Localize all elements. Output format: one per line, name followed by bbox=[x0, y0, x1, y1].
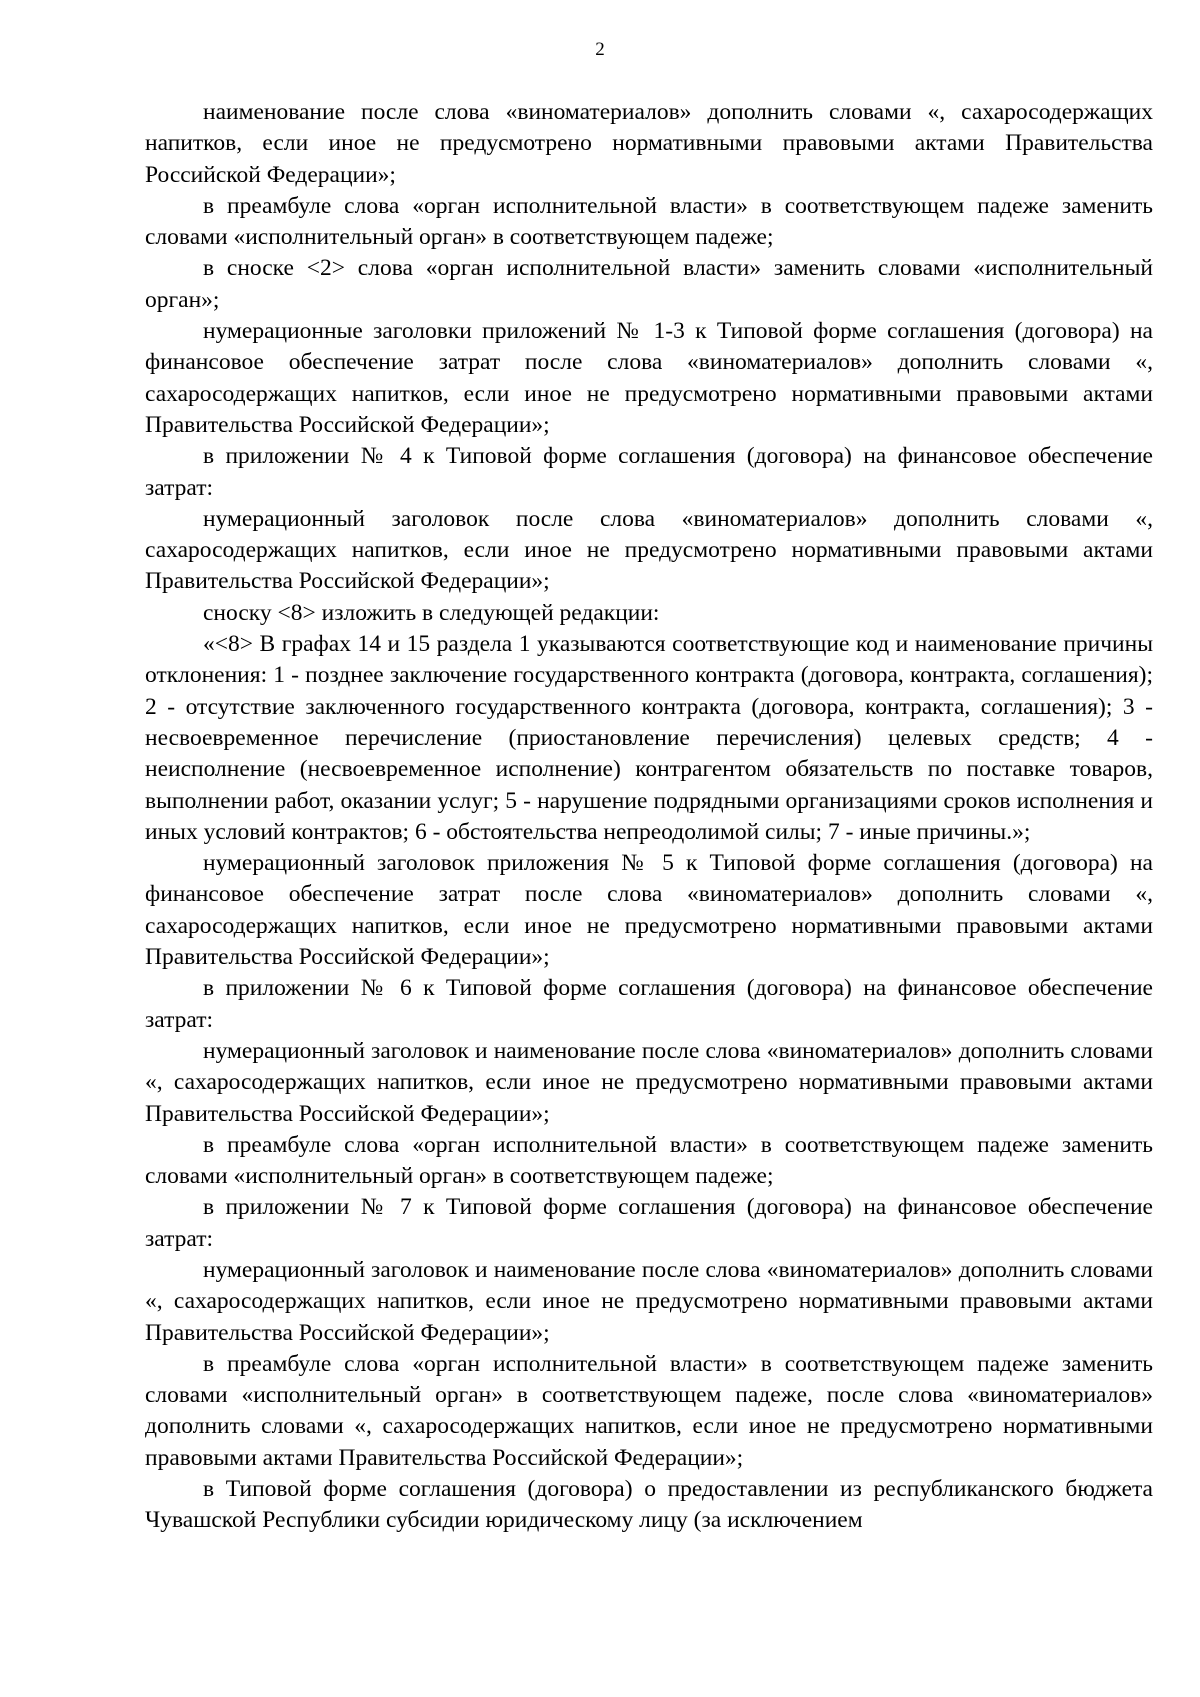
paragraph: нумерационный заголовок и наименование после слова «виноматериалов» дополнить словами «, сахаросодержащих напитков, если иное не предусмотрено нормативными правовыми актами Правительства Российской Федерации»; bbox=[145, 1256, 1153, 1346]
document-body bbox=[145, 97, 1153, 1537]
paragraph: нумерационные заголовки приложений № 1-3 к Типовой форме соглашения (договора) на финансовое обеспечение затрат после слова «виноматериалов» дополнить словами «, сахаросодержащих напитков, если иное не предусмотрено нормативными правовыми актами Правительства Российской Федерации»; bbox=[145, 318, 1153, 438]
paragraph: нумерационный заголовок после слова «виноматериалов» дополнить словами «, сахаросодержащих напитков, если иное не предусмотрено нормативными правовыми актами Правительства Российской Федерации»; bbox=[145, 505, 1153, 595]
paragraph: в приложении № 6 к Типовой форме соглашения (договора) на финансовое обеспечение затрат: bbox=[145, 975, 1153, 1033]
paragraph: наименование после слова «виноматериалов» дополнить словами «, сахаросодержащих напитков, если иное не предусмотрено нормативными правовыми актами Правительства Российской Федерации»; bbox=[145, 99, 1153, 188]
paragraph: нумерационный заголовок и наименование после слова «виноматериалов» дополнить словами «, сахаросодержащих напитков, если иное не предусмотрено нормативными правовыми актами Правительства Российской Федерации»; bbox=[145, 1037, 1153, 1127]
paragraph: в приложении № 4 к Типовой форме соглашения (договора) на финансовое обеспечение затрат: bbox=[145, 443, 1153, 501]
paragraph: сноску <8> изложить в следующей редакции: bbox=[203, 599, 660, 626]
paragraph: «<8> В графах 14 и 15 раздела 1 указываются соответствующие код и наименование причины отклонения: 1 - позднее заключение государственного контракта (договора, контракта, соглашения); 2 - отсутствие заключенного государственного контракта (договора, контракта, соглашения); 3 - несвоевременное перечисление (приостановление перечисления) целевых средств; 4 - неисполнение (несвоевременное исполнение) контрагентом обязательств по поставке товаров, выполнении работ, оказании услуг; 5 - нарушение подрядными организациями сроков исполнения и иных условий контрактов; 6 - обстоятельства непреодолимой силы; 7 - иные причины.»; bbox=[145, 631, 1153, 845]
paragraph: в преамбуле слова «орган исполнительной власти» в соответствующем падеже заменить словами «исполнительный орган» в соответствующем падеже; bbox=[145, 192, 1153, 251]
paragraph: в преамбуле слова «орган исполнительной власти» в соответствующем падеже заменить словами «исполнительный орган» в соответствующем падеже; bbox=[145, 1131, 1153, 1190]
paragraph: в преамбуле слова «орган исполнительной власти» в соответствующем падеже заменить словами «исполнительный орган» в соответствующем падеже, после слова «виноматериалов» дополнить словами «, сахаросодержащих напитков, если иное не предусмотрено нормативными правовыми актами Правительства Российской Федерации»; bbox=[145, 1350, 1153, 1471]
paragraph: в сноске <2> слова «орган исполнительной власти» заменить словами «исполнительный орган»; bbox=[145, 255, 1153, 313]
paragraph: в приложении № 7 к Типовой форме соглашения (договора) на финансовое обеспечение затрат: bbox=[145, 1194, 1153, 1252]
paragraph: нумерационный заголовок приложения № 5 к Типовой форме соглашения (договора) на финансовое обеспечение затрат после слова «виноматериалов» дополнить словами «, сахаросодержащих напитков, если иное не предусмотрено нормативными правовыми актами Правительства Российской Федерации»; bbox=[145, 850, 1153, 971]
paragraph: в Типовой форме соглашения (договора) о предоставлении из республиканского бюджета Чувашской Республики субсидии юридическому лицу (за исключением bbox=[145, 1476, 1153, 1534]
page-number: 2 bbox=[595, 39, 605, 60]
